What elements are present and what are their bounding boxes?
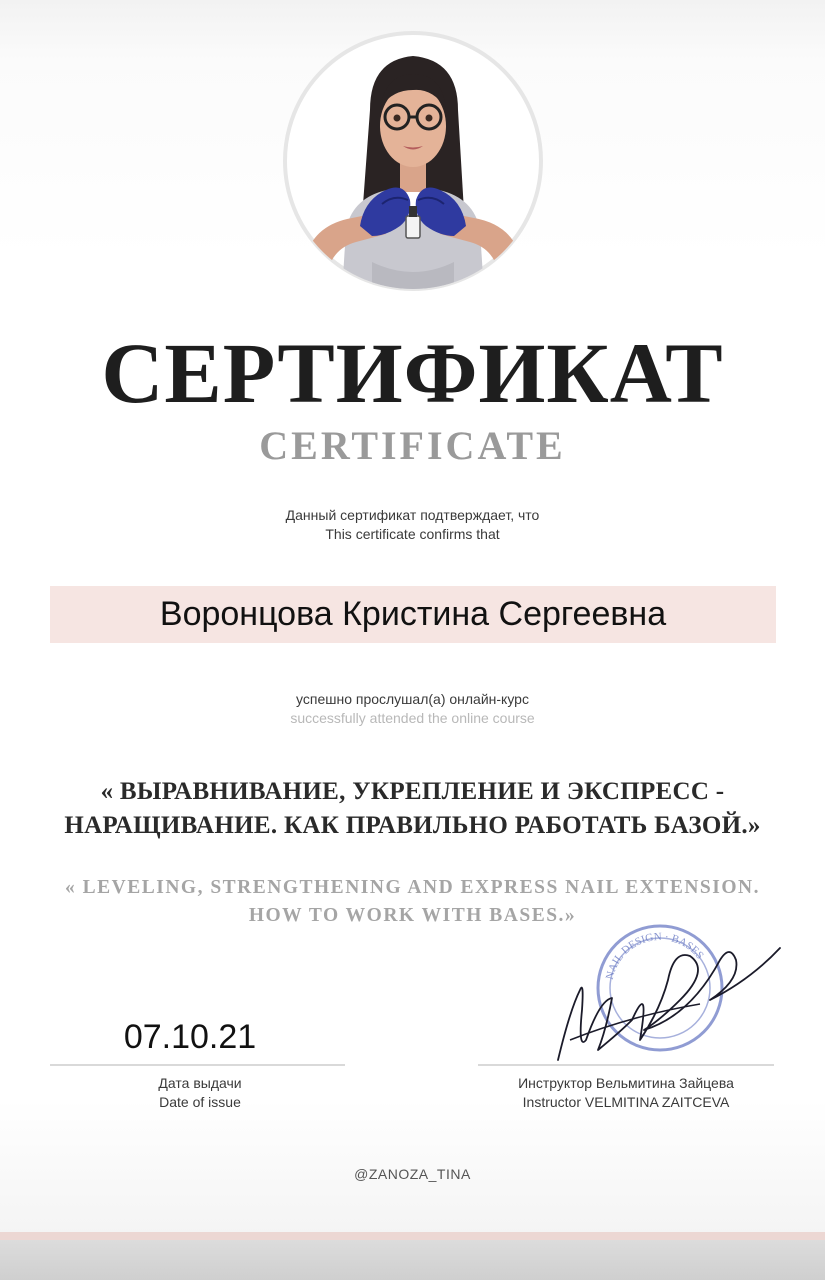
course-title-en-line1: « LEVELING, STRENGTHENING AND EXPRESS NAIL EXTENSION.	[65, 877, 760, 898]
instagram-handle: @ZANOZA_TINA	[354, 1166, 471, 1182]
bottom-accent-band	[0, 1232, 825, 1240]
certificate-title-ru: СЕРТИФИКАТ	[101, 325, 724, 421]
course-title-ru	[0, 775, 825, 843]
date-underline	[50, 1064, 345, 1066]
course-title-ru-line1: « ВЫРАВНИВАНИЕ, УКРЕПЛЕНИЕ И ЭКСПРЕСС -	[100, 778, 725, 805]
instructor-label	[440, 1074, 812, 1112]
confirmation-text-en: This certificate confirms that	[325, 526, 500, 542]
confirmation-text-ru: Данный сертификат подтверждает, что	[285, 507, 540, 523]
course-title-en-line2: HOW TO WORK WITH BASES.»	[248, 905, 577, 926]
attended-text-en: successfully attended the online course	[290, 710, 535, 726]
signature-underline	[478, 1064, 774, 1066]
woman-heart-hands-logo-icon	[282, 30, 544, 292]
date-label-ru: Дата выдачи	[158, 1075, 242, 1091]
recipient-name: Воронцова Кристина Сергеевна	[159, 595, 667, 633]
confirmation-text	[0, 506, 825, 544]
certificate-title-en: CERTIFICATE	[259, 423, 566, 468]
date-label	[50, 1074, 350, 1112]
stamp-text: NAIL DESIGN · BASES	[603, 930, 706, 981]
date-label-en: Date of issue	[159, 1094, 241, 1110]
attended-text	[0, 690, 825, 728]
signature-stamp-icon	[540, 920, 790, 1080]
attended-text-ru: успешно прослушал(а) онлайн-курс	[296, 691, 529, 707]
instructor-label-ru: Инструктор Вельмитина Зайцева	[518, 1075, 734, 1091]
issue-date: 07.10.21	[123, 1018, 257, 1056]
instructor-label-en: Instructor VELMITINA ZAITCEVA	[522, 1094, 730, 1110]
bottom-shadow	[0, 1240, 825, 1280]
course-title-ru-line2: НАРАЩИВАНИЕ. КАК ПРАВИЛЬНО РАБОТАТЬ БАЗОЙ.»	[64, 812, 761, 839]
